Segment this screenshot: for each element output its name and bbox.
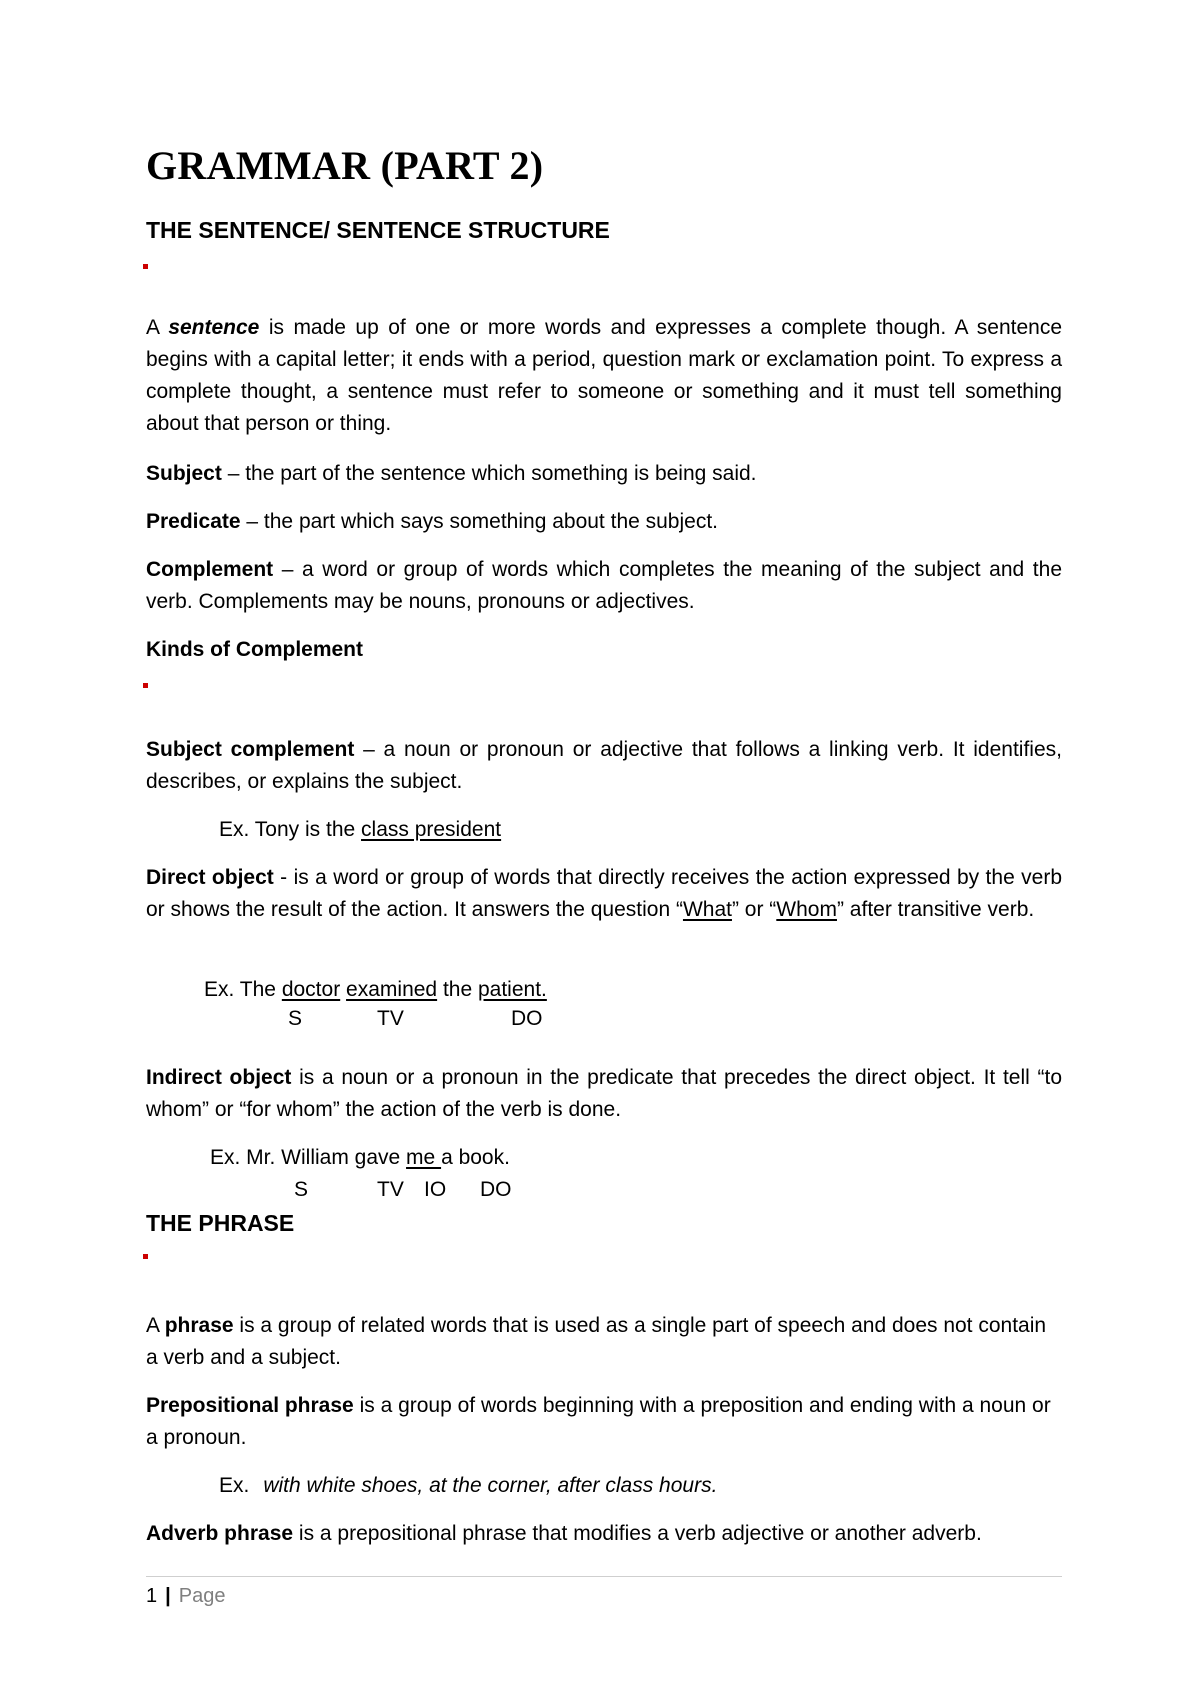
tag-indirect-object: IO [424,1178,447,1201]
term-subject: Subject [146,462,222,485]
footer-divider [146,1576,1062,1577]
subject-definition: Subject – the part of the sentence which something is being said. [146,462,757,485]
term-adverb-phrase: Adverb phrase [146,1522,294,1545]
example-prepositional-phrase: Ex. with white shoes, at the corner, after class hours. [219,1474,718,1497]
tag-direct-object: DO [480,1178,512,1201]
example-direct-object: Ex. The doctor examined the patient. [204,978,547,1001]
predicate-definition: Predicate – the part which says something about the subject. [146,510,719,533]
tag-transitive-verb: TV [377,1178,404,1201]
page-footer [146,1582,225,1610]
example-subject-complement: Ex. Tony is the class president [219,818,502,841]
direct-object-definition: Direct object - is a word or group of words that directly receives the action expressed by the verb or shows the result of the action. It answers the question “What” or “Whom” after transitive verb. [146,866,1062,921]
sentence-definition: A sentence is made up of one or more words and expresses a complete though. A sentence begins with a capital letter; it ends with a period, question mark or exclamation point. To express a complete thought, a sentence must refer to someone or something and it must tell something about that person or thing. [146,316,1062,435]
example-indirect-object: Ex. Mr. William gave me a book. [210,1146,510,1169]
red-marker [143,1254,148,1259]
term-complement: Complement [146,558,274,581]
tag-direct-object: DO [511,1007,543,1030]
term-prepositional-phrase: Prepositional phrase [146,1394,354,1417]
subject-complement-definition: Subject complement – a noun or pronoun or adjective that follows a linking verb. It identifies, describes, or explains the subject. [146,738,1062,793]
prepositional-phrase-definition: Prepositional phrase is a group of words beginning with a preposition and ending with a noun or a pronoun. [146,1394,1051,1449]
term-predicate: Predicate [146,510,241,533]
tag-transitive-verb: TV [377,1007,404,1030]
page-label: Page [178,1585,226,1607]
tag-subject: S [294,1178,309,1201]
adverb-phrase-definition: Adverb phrase is a prepositional phrase that modifies a verb adjective or another adverb. [146,1522,982,1545]
term-sentence: sentence [168,316,260,339]
complement-definition: Complement – a word or group of words which completes the meaning of the subject and the verb. Complements may be nouns, pronouns or adjectives. [146,558,1062,613]
footer-separator: | [165,1585,171,1607]
term-direct-object: Direct object [146,866,274,889]
tag-subject: S [288,1007,303,1030]
page-number: 1 [146,1585,158,1607]
red-marker [143,683,148,688]
term-indirect-object: Indirect object [146,1066,292,1089]
term-phrase: phrase [164,1314,234,1337]
phrase-definition: A phrase is a group of related words that is used as a single part of speech and does not contain a verb and a subject. [146,1314,1047,1369]
kinds-of-complement-heading: Kinds of Complement [146,638,364,661]
section-heading-phrase: THE PHRASE [146,1210,295,1236]
term-subject-complement: Subject complement [146,738,355,761]
indirect-object-definition: Indirect object is a noun or a pronoun in the predicate that precedes the direct object. It tell “to whom” or “for whom” the action of the verb is done. [146,1066,1062,1121]
red-marker [143,264,148,269]
page-title: GRAMMAR (PART 2) [146,143,544,188]
section-heading-sentence: THE SENTENCE/ SENTENCE STRUCTURE [146,217,610,243]
